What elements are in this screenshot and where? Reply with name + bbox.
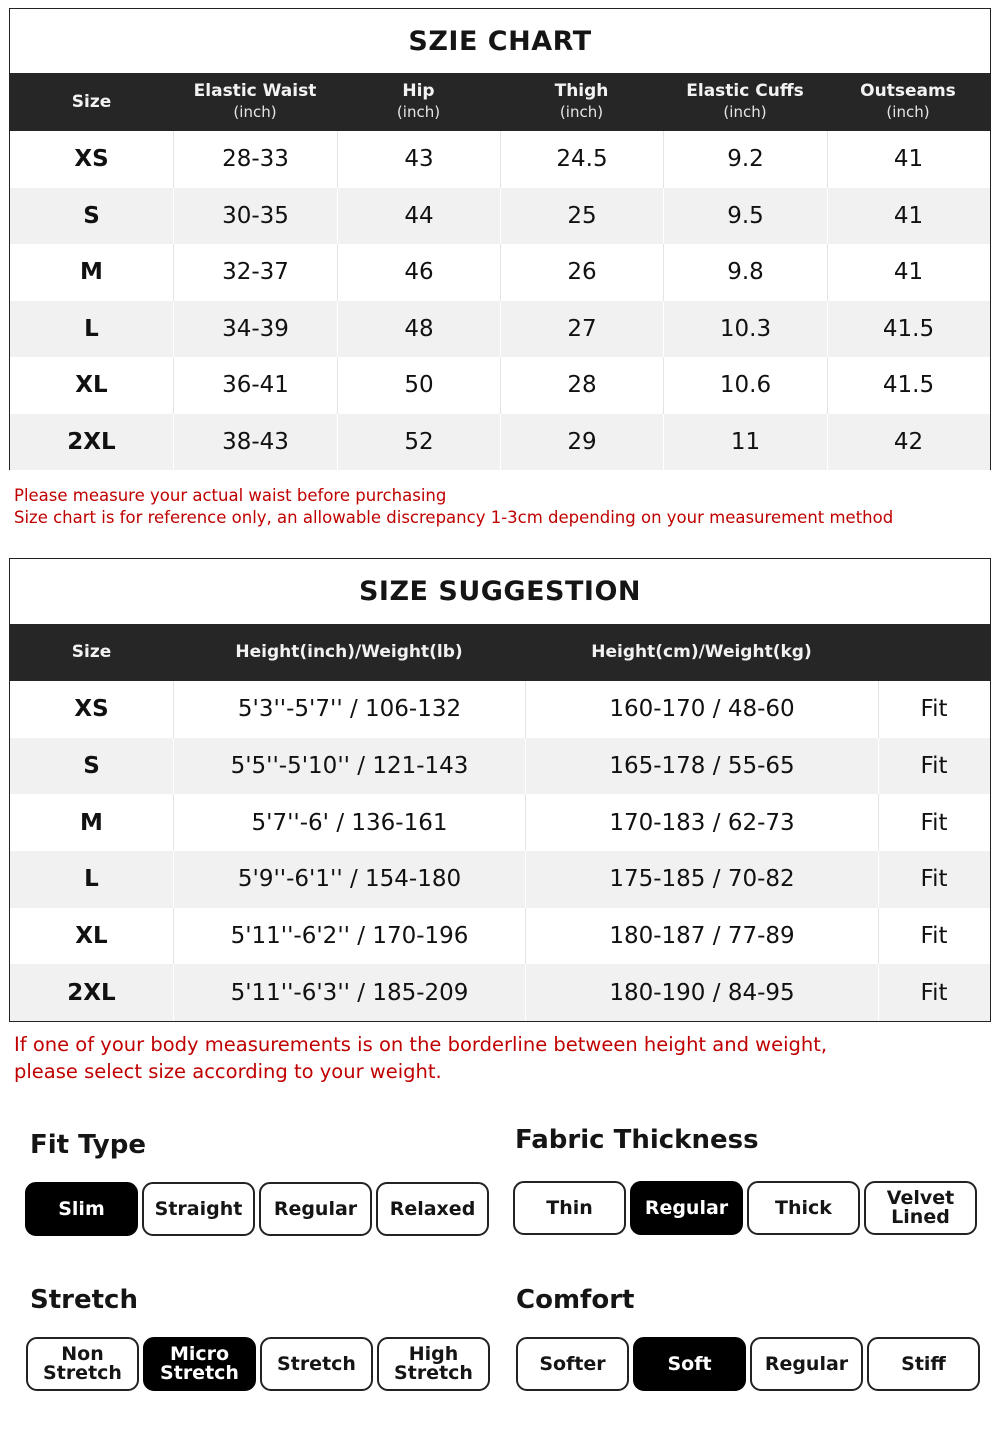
header-size: Size — [71, 642, 112, 662]
note-line: If one of your body measurements is on the borderline between height and weight, — [14, 1033, 828, 1056]
fabric-thickness-option-thin[interactable]: Thin — [513, 1181, 626, 1235]
header-unit: (inch) — [396, 103, 441, 121]
stretch-options — [26, 1337, 490, 1391]
header-hip — [337, 73, 500, 131]
size-chart-title: SZIE CHART — [408, 25, 592, 57]
table-row — [10, 357, 990, 414]
table-cell: 11 — [663, 414, 827, 471]
table-cell: 9.2 — [663, 131, 827, 188]
table-cell: 42 — [827, 414, 989, 471]
size-cell: 2XL — [67, 428, 116, 455]
table-cell: 28 — [500, 357, 663, 414]
table-cell: 175-185 / 70-82 — [525, 851, 878, 908]
table-cell: 180-190 / 84-95 — [525, 964, 878, 1021]
size-chart-notes — [14, 485, 893, 529]
table-cell: 10.6 — [663, 357, 827, 414]
note-line: Please measure your actual waist before purchasing — [14, 486, 447, 505]
stretch-option-high-stretch[interactable]: High Stretch — [377, 1337, 490, 1391]
table-row — [10, 244, 990, 301]
header-fit — [878, 624, 989, 681]
size-suggestion-header — [10, 624, 990, 681]
table-row — [10, 851, 990, 908]
table-cell: 46 — [337, 244, 500, 301]
table-cell: 36-41 — [173, 357, 337, 414]
size-cell: XS — [74, 696, 109, 723]
table-cell: 30-35 — [173, 188, 337, 245]
header-label: Hip — [402, 81, 435, 101]
stretch-label: Stretch — [30, 1285, 138, 1315]
header-label: Thigh — [554, 81, 609, 101]
table-cell: 25 — [500, 188, 663, 245]
comfort-options — [516, 1337, 980, 1391]
table-cell: 32-37 — [173, 244, 337, 301]
table-cell: 9.5 — [663, 188, 827, 245]
table-cell: 26 — [500, 244, 663, 301]
table-cell: 41 — [827, 131, 989, 188]
header-label: Outseams — [860, 81, 956, 101]
table-cell: 9.8 — [663, 244, 827, 301]
table-cell: 38-43 — [173, 414, 337, 471]
table-row — [10, 414, 990, 471]
header-unit: (inch) — [559, 103, 604, 121]
table-cell: 34-39 — [173, 301, 337, 358]
table-cell: 29 — [500, 414, 663, 471]
table-cell: 24.5 — [500, 131, 663, 188]
size-cell: M — [80, 809, 103, 836]
fit-cell: Fit — [878, 738, 989, 795]
table-row — [10, 301, 990, 358]
fit-type-options — [25, 1182, 489, 1236]
header-label: Size — [71, 91, 112, 112]
size-chart-panel — [9, 8, 991, 470]
table-row — [10, 738, 990, 795]
comfort-option-regular[interactable]: Regular — [750, 1337, 863, 1391]
header-label: Elastic Cuffs — [686, 81, 804, 101]
table-row — [10, 188, 990, 245]
fabric-thickness-option-thick[interactable]: Thick — [747, 1181, 860, 1235]
fit-cell: Fit — [878, 908, 989, 965]
comfort-option-stiff[interactable]: Stiff — [867, 1337, 980, 1391]
header-size — [10, 73, 173, 131]
table-row — [10, 964, 990, 1021]
size-cell: S — [83, 202, 100, 229]
size-suggestion-title: SIZE SUGGESTION — [358, 576, 641, 607]
fabric-thickness-label: Fabric Thickness — [515, 1125, 759, 1155]
size-cell: L — [84, 315, 99, 342]
comfort-option-softer[interactable]: Softer — [516, 1337, 629, 1391]
note-line: Size chart is for reference only, an allowable discrepancy 1-3cm depending on your measurement method — [14, 508, 894, 527]
fit-type-option-relaxed[interactable]: Relaxed — [376, 1182, 489, 1236]
comfort-label: Comfort — [516, 1285, 635, 1315]
header-outseams — [827, 73, 989, 131]
fit-cell: Fit — [878, 681, 989, 738]
header-thigh — [500, 73, 663, 131]
size-cell: M — [80, 259, 103, 286]
table-cell: 52 — [337, 414, 500, 471]
fabric-thickness-options — [513, 1181, 977, 1235]
table-cell: 28-33 — [173, 131, 337, 188]
fit-type-option-straight[interactable]: Straight — [142, 1182, 255, 1236]
table-cell: 43 — [337, 131, 500, 188]
table-cell: 5'11''-6'2'' / 170-196 — [173, 908, 525, 965]
stretch-option-micro-stretch[interactable]: Micro Stretch — [143, 1337, 256, 1391]
fit-type-option-slim[interactable]: Slim — [25, 1182, 138, 1236]
table-cell: 5'9''-6'1'' / 154-180 — [173, 851, 525, 908]
size-cell: S — [83, 753, 100, 780]
stretch-option-stretch[interactable]: Stretch — [260, 1337, 373, 1391]
table-row — [10, 131, 990, 188]
size-cell: L — [84, 866, 99, 893]
fit-type-label: Fit Type — [30, 1130, 146, 1160]
size-suggestion-body — [10, 681, 990, 1021]
table-cell: 41.5 — [827, 301, 989, 358]
table-cell: 41.5 — [827, 357, 989, 414]
size-cell: XS — [74, 146, 109, 173]
size-chart-header — [10, 73, 990, 131]
header-unit: (inch) — [723, 103, 767, 121]
table-cell: 10.3 — [663, 301, 827, 358]
size-chart-body — [10, 131, 990, 470]
header-label: Elastic Waist — [193, 81, 317, 101]
header-unit: (inch) — [886, 103, 930, 121]
fabric-thickness-option-velvet-lined[interactable]: Velvet Lined — [864, 1181, 977, 1235]
note-line: please select size according to your weight. — [14, 1060, 442, 1083]
header-elastic-cuffs — [663, 73, 827, 131]
table-cell: 5'3''-5'7'' / 106-132 — [173, 681, 525, 738]
table-cell: 5'5''-5'10'' / 121-143 — [173, 738, 525, 795]
fit-cell: Fit — [878, 964, 989, 1021]
table-cell: 50 — [337, 357, 500, 414]
stretch-option-non-stretch[interactable]: Non Stretch — [26, 1337, 139, 1391]
table-cell: 44 — [337, 188, 500, 245]
table-cell: 5'7''-6' / 136-161 — [173, 794, 525, 851]
table-cell: 165-178 / 55-65 — [525, 738, 878, 795]
table-cell: 180-187 / 77-89 — [525, 908, 878, 965]
table-cell: 48 — [337, 301, 500, 358]
fit-cell: Fit — [878, 794, 989, 851]
table-cell: 41 — [827, 188, 989, 245]
table-cell: 160-170 / 48-60 — [525, 681, 878, 738]
table-cell: 170-183 / 62-73 — [525, 794, 878, 851]
table-row — [10, 681, 990, 738]
size-cell: 2XL — [67, 979, 116, 1006]
comfort-option-soft[interactable]: Soft — [633, 1337, 746, 1391]
size-suggestion-panel — [9, 558, 991, 1022]
table-cell: 27 — [500, 301, 663, 358]
header-elastic-waist — [173, 73, 337, 131]
size-cell: XL — [75, 923, 108, 950]
header-unit: (inch) — [233, 103, 277, 121]
table-row — [10, 794, 990, 851]
header-height-weight-metric: Height(cm)/Weight(kg) — [591, 642, 812, 662]
table-row — [10, 908, 990, 965]
size-suggestion-notes — [14, 1031, 827, 1085]
fit-type-option-regular[interactable]: Regular — [259, 1182, 372, 1236]
fabric-thickness-option-regular[interactable]: Regular — [630, 1181, 743, 1235]
size-cell: XL — [75, 372, 108, 399]
table-cell: 5'11''-6'3'' / 185-209 — [173, 964, 525, 1021]
header-height-weight-imperial: Height(inch)/Weight(lb) — [235, 642, 463, 662]
table-cell: 41 — [827, 244, 989, 301]
fit-cell: Fit — [878, 851, 989, 908]
